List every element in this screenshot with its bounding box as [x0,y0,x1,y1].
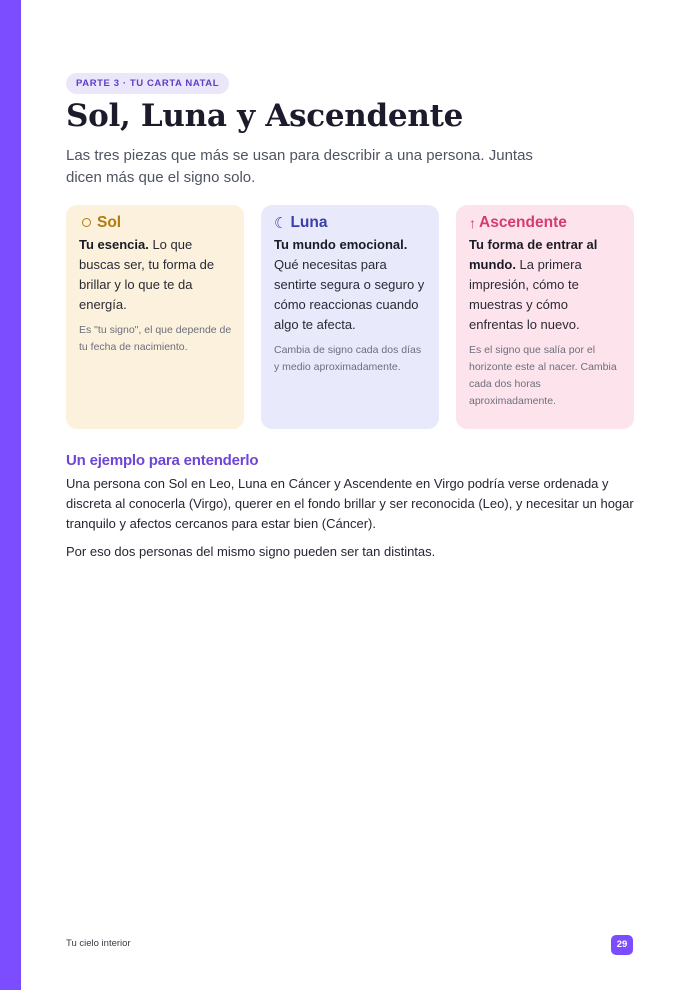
card-ascendente-lead: Tu forma de entrar al mundo. [469,237,598,272]
card-luna-header [274,213,427,232]
card-luna-note: Cambia de signo cada dos días y medio aproximadamente. [274,344,422,373]
card-sol-header [79,213,232,232]
sun-icon [82,218,91,227]
arrow-up-icon: ↑ [469,214,476,231]
card-sol-title: Sol [97,213,122,231]
footer-book-title: Tu cielo interior [66,938,131,949]
card-sol-description [79,235,232,315]
card-sol [66,205,244,429]
card-sol-body: Lo que buscas ser, tu forma de brillar y lo que te da energía. [79,237,215,312]
card-ascendente-note: Es el signo que salía por el horizonte este al nacer. Cambia cada dos horas aproximadamente. [469,344,617,407]
card-sol-note: Es "tu signo", el que depende de tu fecha de nacimiento. [79,324,232,353]
moon-icon: ☾ [274,214,288,232]
card-luna-title: Luna [290,213,328,231]
card-ascendente-title: Ascendente [479,213,567,231]
page-title: Sol, Luna y Ascendente [66,98,464,134]
page-number-badge: 29 [611,935,633,955]
card-luna-body: Qué necesitas para sentirte segura o seguro y cómo reaccionas cuando algo te afecta. [274,257,425,332]
conclusion-paragraph: Por eso dos personas del mismo signo pueden ser tan distintas. [66,544,436,559]
page-subtitle: Las tres piezas que más se usan para describir a una persona. Juntas dicen más que el signo solo. [66,147,533,186]
card-ascendente-header [469,213,622,232]
card-ascendente-body: La primera impresión, cómo te muestras y cómo enfrentas lo nuevo. [469,257,582,332]
example-paragraph: Una persona con Sol en Leo, Luna en Cáncer y Ascendente en Virgo podría verse ordenada y discreta al conocerla (Virgo), querer en el fondo brillar y ser reconocida (Leo), y necesitar un hogar tranquilo y afectos cercanos para estar bien (Cáncer). [66,476,634,531]
side-accent-bar [0,0,21,990]
card-ascendente-description [469,235,622,335]
example-heading: Un ejemplo para entenderlo [66,452,259,469]
card-luna-description [274,235,427,335]
card-ascendente [456,205,634,429]
card-sol-lead: Tu esencia. [79,237,149,252]
section-tag: PARTE 3 · TU CARTA NATAL [66,73,229,94]
card-luna-lead: Tu mundo emocional. [274,237,408,252]
card-luna [261,205,439,429]
